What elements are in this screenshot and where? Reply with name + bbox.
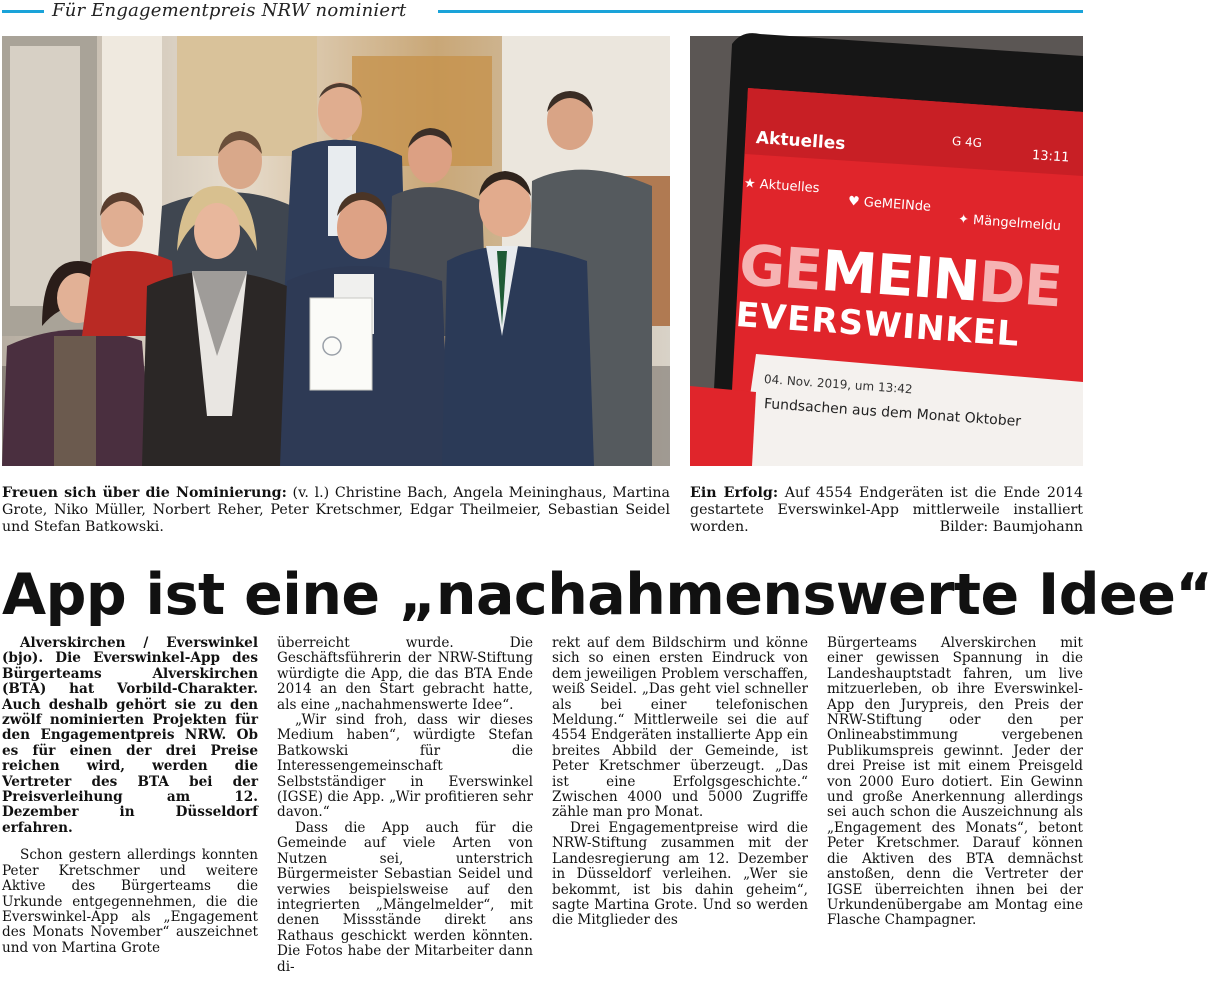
tab-aktuelles-label: Aktuelles [759, 177, 820, 197]
kicker-row [0, 0, 1085, 22]
caption-group-text: (v. l.) Christine Bach, Angela Meininghaus, Martina Grote, Niko Müller, Norbert Reher, Peter Kretschmer, Edgar Theilmeier, Sebastian Seidel und Stefan Batkowski. [2, 485, 670, 535]
logo-mein: MEIN [819, 238, 981, 315]
caption-phone-photo [690, 485, 1083, 536]
tab-gemeinde[interactable] [847, 194, 931, 215]
logo-ge: GE [737, 233, 824, 304]
article-paragraph: Schon gestern allerdings konnten Peter Kretschmer und weitere Aktive des Bürgerteams die Urkunde entgegennehmen, die die Everswinkel-App als „Engagement des Monats November“ auszeichnet und von Martina Grote [2, 847, 258, 956]
app-logo [734, 233, 1064, 356]
article-paragraph: Dass die App auch für die Gemeinde auf viele Arten von Nutzen sei, unterstrich Bürgermeister Sebastian Seidel und verwies beispielsweise auf den integrierten „Mängelmelder“, mit denen Missstände direkt ans Rathaus geschickt werden könnten. Die Fotos habe der Mitarbeiter dann di- [277, 819, 533, 975]
photo-credit: Bilder: Baumjohann [939, 519, 1083, 535]
article-lead: Alverskirchen / Everswinkel (bjo). Die Everswinkel-App des Bürgerteams Alverskirchen (BTA) hat Vorbild-Charakter. Auch deshalb gehört sie zu den zwölf nominierten Projekten für den Engagementpreis NRW. Ob es für einen der drei Preise reichen wird, werden die Vertreter des BTA bei der Preisverleihung am 12. Dezember in Düsseldorf erfahren. [2, 635, 258, 836]
headline: App ist eine „nachahmenswerte Idee“ [2, 562, 1212, 628]
tab-aktuelles[interactable] [743, 176, 819, 196]
caption-group-photo [2, 485, 670, 536]
article-column-4 [827, 636, 1083, 929]
logo-everswinkel: EVERSWINKEL [734, 294, 1021, 355]
caption-group-lead: Freuen sich über die Nominierung: [2, 485, 287, 501]
article-paragraph: Bürgerteams Alverskirchen mit einer gewissen Spannung in die Landeshauptstadt fahren, um live mitzuerleben, ob ihre Everswinkel-App den Jurypreis, den Preis der NRW-Stiftung oder den per Onlineabstimmung vergebenen Publikumspreis gewinnt. Jeder der drei Preise ist mit einem Preisgeld von 2000 Euro dotiert. Ein Gewinn und große Anerkennung allerdings sei auch schon die Auszeichnung als „Engagement des Monats“, betont Peter Kretschmer. Darauf können die Aktiven des BTA demnächst anstoßen, denn die Vertreter der IGSE überreichten ihnen bei der Urkundenübergabe am Montag eine Flasche Champagner. [827, 635, 1083, 929]
alert-icon: ✦ [957, 212, 974, 229]
article-paragraph: „Wir sind froh, dass wir dieses Medium haben“, würdigte Stefan Batkowski für die Interessengemeinschaft Selbstständiger in Everswinkel (IGSE) die App. „Wir profitieren sehr davon.“ [277, 712, 533, 821]
news-date: 04. Nov. 2019, um 13:42 [763, 372, 914, 397]
article-paragraph: rekt auf dem Bildschirm und könne sich so einen ersten Eindruck von dem jeweiligen Problem verschaffen, weiß Seidel. „Das geht viel schneller als bei einer telefonischen Meldung.“ Mittlerweile sei die auf 4554 Endgeräten installierte App ein breites Abbild der Gemeinde, ist Peter Kretschmer überzeugt. „Das ist eine Erfolgsgeschichte.“ Zwischen 4000 und 5000 Zugriffe zähle man pro Monat. [552, 635, 808, 821]
status-time: 13:11 [1031, 148, 1070, 166]
caption-phone-lead: Ein Erfolg: [690, 485, 779, 501]
article-column-1 [2, 636, 258, 956]
phone-photo [690, 36, 1083, 466]
heart-icon: ♥ [847, 194, 865, 211]
kicker-rule-left [2, 10, 44, 13]
tab-maengelmelder-label: Mängelmeldu [972, 213, 1062, 235]
phone-screen [690, 36, 1083, 466]
app-bar-title: Aktuelles [755, 128, 847, 155]
article-paragraph: Drei Engagementpreise wird die NRW-Stiftung zusammen mit der Landesregierung am 12. Dezember in Düsseldorf verleihen. „Wer sie bekommt, ist bis dahin geheim“, sagte Martina Grote. Und so werden die Mitglieder des [552, 819, 808, 929]
kicker: Für Engagementpreis NRW nominiert [52, 0, 407, 21]
article-column-2 [277, 636, 533, 975]
article-column-3 [552, 636, 808, 929]
tab-gemeinde-label: GeMEINde [863, 195, 932, 215]
group-photo [2, 36, 670, 466]
caption-phone-text: Auf 4554 Endgeräten ist die Ende 2014 gestartete Everswinkel-App mittlerweile installiert worden. [690, 485, 1084, 535]
logo-de: DE [976, 249, 1064, 321]
article-paragraph: überreicht wurde. Die Geschäftsführerin der NRW-Stiftung würdigte die App, die das BTA Ende 2014 an den Start gebracht hatte, als eine „nachahmenswerte Idee“. [277, 635, 533, 713]
star-icon: ★ [743, 176, 761, 193]
tab-maengelmelder[interactable] [957, 212, 1061, 234]
kicker-rule-right [438, 10, 1083, 13]
status-net: G 4G [951, 134, 983, 151]
news-title[interactable]: Fundsachen aus dem Monat Oktober [763, 396, 1022, 430]
